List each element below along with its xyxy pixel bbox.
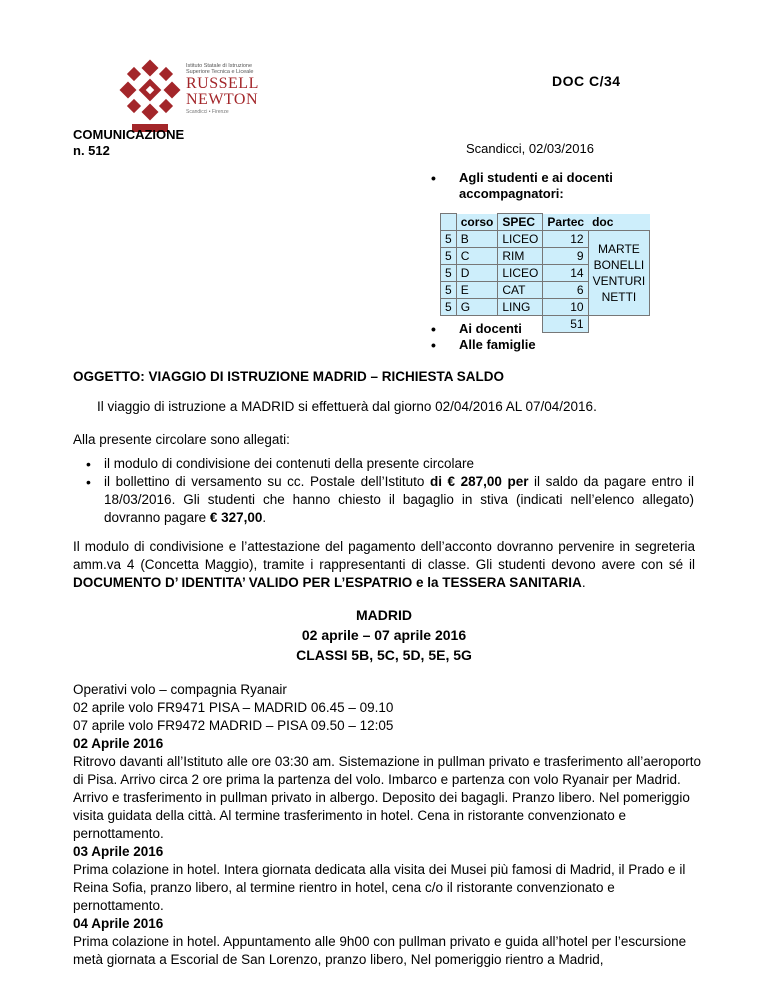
table-header-cell [441, 214, 457, 231]
instructions-bold: DOCUMENTO D’ IDENTITA’ VALIDO PER L’ESPATRIO e la TESSERA SANITARIA [73, 575, 582, 590]
table-cell: 12 [543, 231, 588, 248]
teacher-name: VENTURI [592, 274, 646, 288]
table-cell: LICEO [498, 265, 543, 282]
attachment-item: • il modulo di condivisione dei contenuti della presente circolare [104, 455, 694, 473]
attachment-text-end: . [262, 510, 267, 525]
trip-title-block [0, 605, 768, 665]
trip-destination: MADRID [356, 607, 412, 623]
logo-name-line2: NEWTON [186, 91, 259, 109]
document-code: DOC C/34 [552, 73, 621, 89]
logo-caption-line1: Istituto Statale di Istruzione [186, 63, 253, 69]
day-text: Ritrovo davanti all’Istituto alle ore 03:30 am. Sistemazione in pullman privato e trasferimento all’aeroporto di Pisa. Arrivo circa 2 ore prima la partenza del volo. Imbarco e partenza con volo Ryanair per Madrid. Arrivo e trasferimento in pullman privato in albergo. Deposito dei bagagli. Pranzo libero. Nel pomeriggio visita guidata della città. Al termine trasferimento in hotel. Cena in ristorante convenzionato e pernottamento. [73, 754, 702, 841]
teachers-cell [588, 231, 650, 316]
subject-line: OGGETTO: VIAGGIO DI ISTRUZIONE MADRID – RICHIESTA SALDO [73, 369, 505, 384]
table-cell: 5 [441, 248, 457, 265]
recipients-bottom [459, 321, 536, 353]
flight-intro: Operativi volo – compagnia Ryanair [73, 682, 287, 697]
communication-number: n. 512 [73, 143, 110, 158]
table-cell: LING [498, 299, 543, 316]
attachment-text: il bollettino di versamento su cc. Postale dell’Istituto [104, 474, 430, 489]
table-cell: 5 [441, 231, 457, 248]
table-cell: 9 [543, 248, 588, 265]
teacher-name: NETTI [601, 290, 637, 304]
logo-caption-line2: Superiore Tecnica e Liceale [186, 68, 254, 75]
table-cell: B [456, 231, 498, 248]
attachments-list [104, 455, 694, 527]
recipient-line2: accompagnatori: [459, 186, 564, 201]
instructions-end: . [581, 575, 586, 590]
class-table [440, 213, 650, 333]
recipients-top [459, 170, 679, 202]
logo-place: Scandicci • Firenze [186, 109, 229, 116]
table-header-cell: SPEC [498, 214, 543, 231]
table-cell: E [456, 282, 498, 299]
table-total-cell: 51 [543, 316, 588, 333]
school-emblem-icon [118, 56, 182, 136]
recipient-item: • Ai docenti [459, 321, 536, 337]
recipient-students [459, 170, 679, 202]
teacher-name: MARTE [598, 242, 640, 256]
school-logo [118, 56, 278, 136]
table-header-cell: corso [456, 214, 498, 231]
table-header-cell: doc [588, 214, 650, 231]
intro-paragraph: Il viaggio di istruzione a MADRID si effettuerà dal giorno 02/04/2016 AL 07/04/2016. [97, 399, 597, 414]
day-text: Prima colazione in hotel. Intera giornata dedicata alla visita dei Musei più famosi di Madrid, il Prado e il Reina Sofia, pranzo libero, al termine rientro in hotel, cena c/o il ristorante convenzionato e pernottamento. [73, 862, 686, 913]
attachment-amount: di € 287,00 per [429, 474, 529, 489]
attachments-intro: Alla presente circolare sono allegati: [73, 432, 290, 447]
attachment-text: il saldo da pagare entro il 18/03/2016. Gli studenti che hanno chiesto il bagaglio in stiva (indicati nell’elenco allegato) dovranno pagare [104, 474, 694, 525]
table-cell: G [456, 299, 498, 316]
day-title: 03 Aprile 2016 [73, 844, 164, 859]
flight-return: 07 aprile volo FR9472 MADRID – PISA 09.50 – 12:05 [73, 718, 394, 733]
table-row [441, 231, 650, 248]
flight-outbound: 02 aprile volo FR9471 PISA – MADRID 06.45 – 09.10 [73, 700, 394, 715]
day-title: 04 Aprile 2016 [73, 916, 164, 931]
recipient-item: • Alle famiglie [459, 337, 536, 353]
attachment-amount: € 327,00 [209, 510, 263, 525]
table-cell: 5 [441, 265, 457, 282]
logo-name-line1: RUSSELL [186, 74, 259, 92]
table-cell: 14 [543, 265, 588, 282]
table-cell: 6 [543, 282, 588, 299]
day-text: Prima colazione in hotel. Appuntamento alle 9h00 con pullman privato e guida all’hotel per l’escursione metà giornata a Escorial de San Lorenzo, pranzo libero, Nel pomeriggio rientro a Madrid, [73, 934, 687, 967]
teacher-name: BONELLI [593, 258, 645, 272]
communication-label: COMUNICAZIONE [73, 127, 185, 142]
recipient-line1: Agli studenti e ai docenti [459, 170, 613, 185]
program-block [73, 681, 705, 969]
trip-classes: CLASSI 5B, 5C, 5D, 5E, 5G [296, 647, 472, 663]
table-header-row [441, 214, 650, 231]
communication-block [73, 127, 184, 159]
table-cell: LICEO [498, 231, 543, 248]
table-cell: 10 [543, 299, 588, 316]
table-header-cell: Partec [543, 214, 588, 231]
instructions-text: Il modulo di condivisione e l’attestazione del pagamento dell’acconto dovranno pervenire in segreteria amm.va 4 (Concetta Maggio), tramite i rappresentanti di classe. Gli studenti devono avere con sé il [73, 539, 695, 572]
table-cell: C [456, 248, 498, 265]
trip-dates: 02 aprile – 07 aprile 2016 [301, 627, 467, 643]
instructions-paragraph [73, 538, 695, 592]
table-cell: D [456, 265, 498, 282]
table-cell: CAT [498, 282, 543, 299]
table-cell: 5 [441, 282, 457, 299]
table-cell: 5 [441, 299, 457, 316]
day-title: 02 Aprile 2016 [73, 736, 164, 751]
table-cell: RIM [498, 248, 543, 265]
attachment-item [104, 473, 694, 527]
place-date: Scandicci, 02/03/2016 [466, 141, 594, 156]
